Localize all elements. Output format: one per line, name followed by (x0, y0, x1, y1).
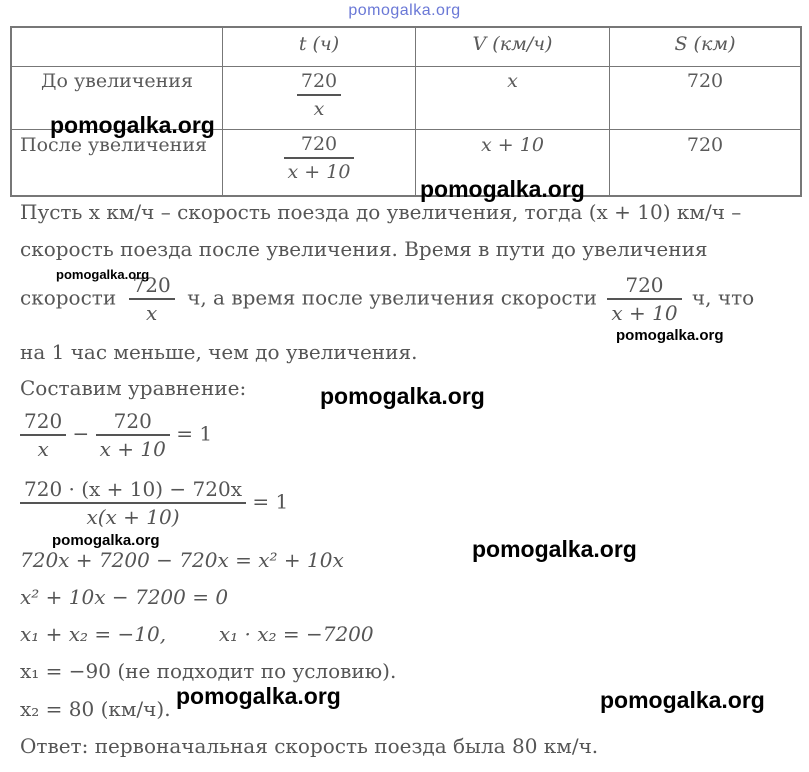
watermark: pomogalka.org (56, 267, 150, 282)
eq1-f2-num: 720 (113, 409, 152, 433)
row2-speed: x + 10 (481, 134, 544, 156)
equation-5 (20, 622, 374, 646)
line3-pre: скорости (20, 285, 117, 310)
paragraph-line-1: Пусть x км/ч – скорость поезда до увеличения, тогда (x + 10) км/ч – (20, 200, 742, 224)
row2-time-fraction (284, 131, 355, 185)
row1-time-fraction (297, 68, 341, 122)
row2-time-num: 720 (300, 133, 338, 155)
watermark: pomogalka.org (600, 687, 765, 713)
eq1-rhs: = 1 (176, 421, 213, 446)
watermark: pomogalka.org (52, 532, 160, 549)
header-speed: V (км/ч) (472, 33, 553, 55)
line3-mid: ч, а время после увеличения скорости (187, 285, 597, 310)
watermark: pomogalka.org (472, 536, 637, 562)
equation-6: x₁ = −90 (не подходит по условию). (20, 659, 397, 683)
top-watermark: pomogalka.org (348, 2, 461, 19)
eq2-den: x(x + 10) (86, 505, 180, 529)
equation-4: x² + 10x − 7200 = 0 (20, 585, 229, 609)
row2-label: После увеличения (20, 134, 207, 156)
paragraph-line-4: на 1 час меньше, чем до увеличения. (20, 340, 418, 364)
watermark: pomogalka.org (420, 176, 585, 202)
table-border-right (800, 26, 802, 196)
line3-frac2-den: x + 10 (611, 301, 678, 325)
eq1-minus: − (72, 421, 90, 446)
eq2-num: 720 · (x + 10) − 720x (24, 477, 242, 501)
watermark: pomogalka.org (320, 383, 485, 409)
row1-time-den: x (313, 98, 325, 120)
eq1-f2-den: x + 10 (99, 437, 166, 461)
watermark: pomogalka.org (616, 327, 724, 344)
eq1-fraction-1 (20, 408, 66, 462)
row2-distance: 720 (686, 134, 724, 156)
paragraph-line-2: скорость поезда после увеличения. Время в пути до увеличения (20, 237, 708, 261)
paragraph-line-5: Составим уравнение: (20, 376, 247, 400)
row1-speed: x (507, 70, 518, 92)
equation-3: 720x + 7200 − 720x = x² + 10x (20, 548, 344, 572)
table-border-row1 (10, 66, 802, 67)
line3-fraction-2 (607, 272, 681, 326)
table-border-top (10, 26, 802, 28)
line3-frac1-num: 720 (132, 273, 171, 297)
header-time: t (ч) (298, 33, 340, 55)
eq2-rhs: = 1 (252, 489, 289, 514)
answer-line: Ответ: первоначальная скорость поезда была 80 км/ч. (20, 734, 599, 758)
equation-1 (20, 408, 212, 462)
eq1-f1-num: 720 (24, 409, 63, 433)
row1-label: До увеличения (41, 70, 193, 92)
eq5-sum: x₁ + x₂ = −10, (20, 622, 167, 646)
eq1-f1-den: x (37, 437, 49, 461)
watermark: pomogalka.org (50, 112, 215, 138)
line3-frac2-num: 720 (625, 273, 664, 297)
row2-time-den: x + 10 (287, 161, 351, 183)
eq1-fraction-2 (96, 408, 170, 462)
line3-frac1-den: x (146, 301, 158, 325)
row1-time (223, 68, 415, 122)
eq5-product: x₁ · x₂ = −7200 (218, 622, 374, 646)
row1-time-num: 720 (300, 70, 338, 92)
table-border-left (10, 26, 12, 196)
eq2-fraction (20, 476, 246, 530)
equation-7: x₂ = 80 (км/ч). (20, 697, 171, 721)
equation-2 (20, 476, 288, 530)
table-border-bottom (10, 195, 802, 197)
row1-distance: 720 (686, 70, 724, 92)
header-distance: S (км) (674, 33, 736, 55)
watermark: pomogalka.org (176, 683, 341, 709)
row2-time (223, 131, 415, 185)
line3-post: ч, что (691, 285, 755, 310)
